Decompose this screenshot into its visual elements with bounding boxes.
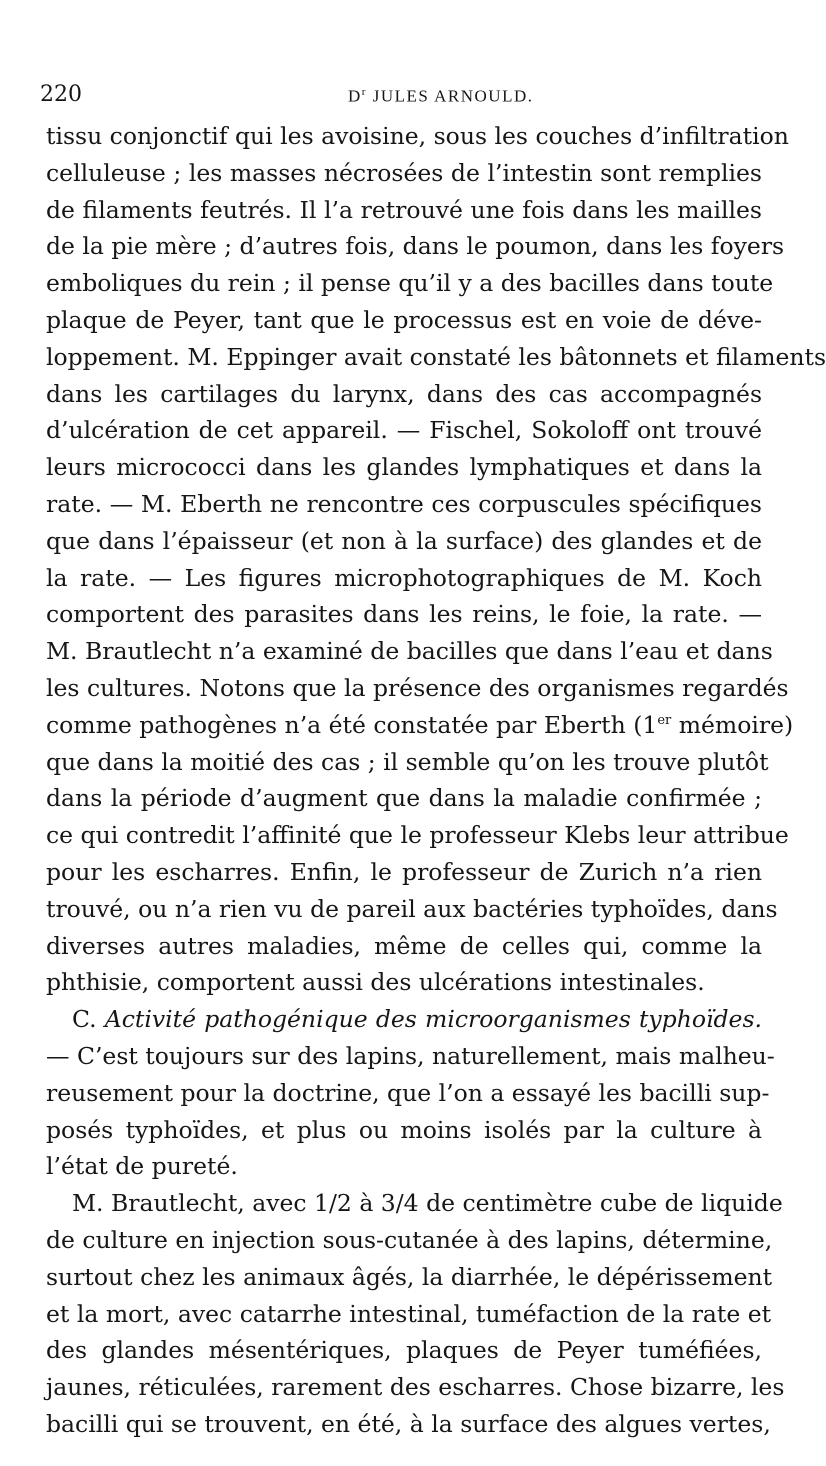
text-line: de culture en injection sous-cutanée à des lapins, détermine, xyxy=(46,1225,773,1254)
text-line: que dans la moitié des cas ; il semble qu’on les trouve plutôt xyxy=(46,747,769,776)
text-line: phthisie, comportent aussi des ulcérations intestinales. xyxy=(46,968,705,997)
running-head: $D^r$ JULES ARNOULD. xyxy=(348,86,534,106)
text-line: pour les escharres. Enfin, le professeur de Zurich n’a rien xyxy=(46,857,762,886)
text-line: dans les cartilages du larynx, dans des cas accompagnés xyxy=(46,379,762,408)
text-line: surtout chez les animaux âgés, la diarrhée, le dépérissement xyxy=(46,1262,773,1291)
text-line: et la mort, avec catarrhe intestinal, tuméfaction de la rate et xyxy=(46,1299,772,1328)
text-line: diverses autres maladies, même de celles qui, comme la xyxy=(46,931,762,960)
text-line: reusement pour la doctrine, que l’on a essayé les bacilli sup- xyxy=(46,1078,770,1107)
text-line: comme pathogènes n’a été constatée par Eberth (1er mémoire) xyxy=(46,710,794,739)
text-line: trouvé, ou n’a rien vu de pareil aux bactéries typhoïdes, dans xyxy=(46,894,778,923)
text-line: tissu conjonctif qui les avoisine, sous les couches d’infiltration xyxy=(46,122,789,150)
text-line: bacilli qui se trouvent, en été, à la surface des algues vertes, xyxy=(46,1409,771,1438)
text-line: — C’est toujours sur des lapins, naturellement, mais malheu- xyxy=(46,1041,775,1070)
text-line: de la pie mère ; d’autres fois, dans le poumon, dans les foyers xyxy=(46,232,785,261)
page-header xyxy=(40,82,760,116)
section-title: Activité pathogénique des microorganismes typhoïdes. xyxy=(96,1005,762,1034)
text-line: posés typhoïdes, et plus ou moins isolés par la culture à xyxy=(46,1115,762,1144)
text-line: plaque de Peyer, tant que le processus est en voie de déve- xyxy=(46,305,762,334)
text-line: celluleuse ; les masses nécrosées de l’intestin sont remplies xyxy=(46,158,762,187)
text-line: emboliques du rein ; il pense qu’il y a des bacilles dans toute xyxy=(46,269,774,298)
text-line: comportent des parasites dans les reins, le foie, la rate. — xyxy=(46,600,762,629)
text-line: de filaments feutrés. Il l’a retrouvé une fois dans les mailles xyxy=(46,195,762,224)
text-line: M. Brautlecht n’a examiné de bacilles que dans l’eau et dans xyxy=(46,637,773,666)
page-number: 220 xyxy=(40,82,82,107)
text-line: leurs micrococci dans les glandes lymphatiques et dans la xyxy=(46,453,762,482)
section-heading xyxy=(46,1001,762,1038)
text-line: l’état de pureté. xyxy=(46,1152,238,1181)
text-line: loppement. M. Eppinger avait constaté les bâtonnets et filaments xyxy=(46,342,826,371)
text-line: la rate. — Les figures microphotographiques de M. Koch xyxy=(46,563,762,592)
text-line: les cultures. Notons que la présence des organismes regardés xyxy=(46,673,789,702)
text-line: ce qui contredit l’affinité que le professeur Klebs leur attribue xyxy=(46,821,789,850)
text-line: dans la période d’augment que dans la maladie confirmée ; xyxy=(46,784,762,813)
text-line: jaunes, réticulées, rarement des escharres. Chose bizarre, les xyxy=(46,1373,785,1402)
text-line: rate. — M. Eberth ne rencontre ces corpuscules spécifiques xyxy=(46,489,762,518)
text-line: que dans l’épaisseur (et non à la surface) des glandes et de xyxy=(46,526,762,555)
section-label: C. xyxy=(72,1005,97,1034)
body-text xyxy=(46,118,826,1443)
text-line: d’ulcération de cet appareil. — Fischel, Sokoloff ont trouvé xyxy=(46,416,762,445)
text-line: des glandes mésentériques, plaques de Peyer tuméfiées, xyxy=(46,1336,762,1365)
text-line: M. Brautlecht, avec 1/2 à 3/4 de centimètre cube de liquide xyxy=(72,1189,783,1218)
